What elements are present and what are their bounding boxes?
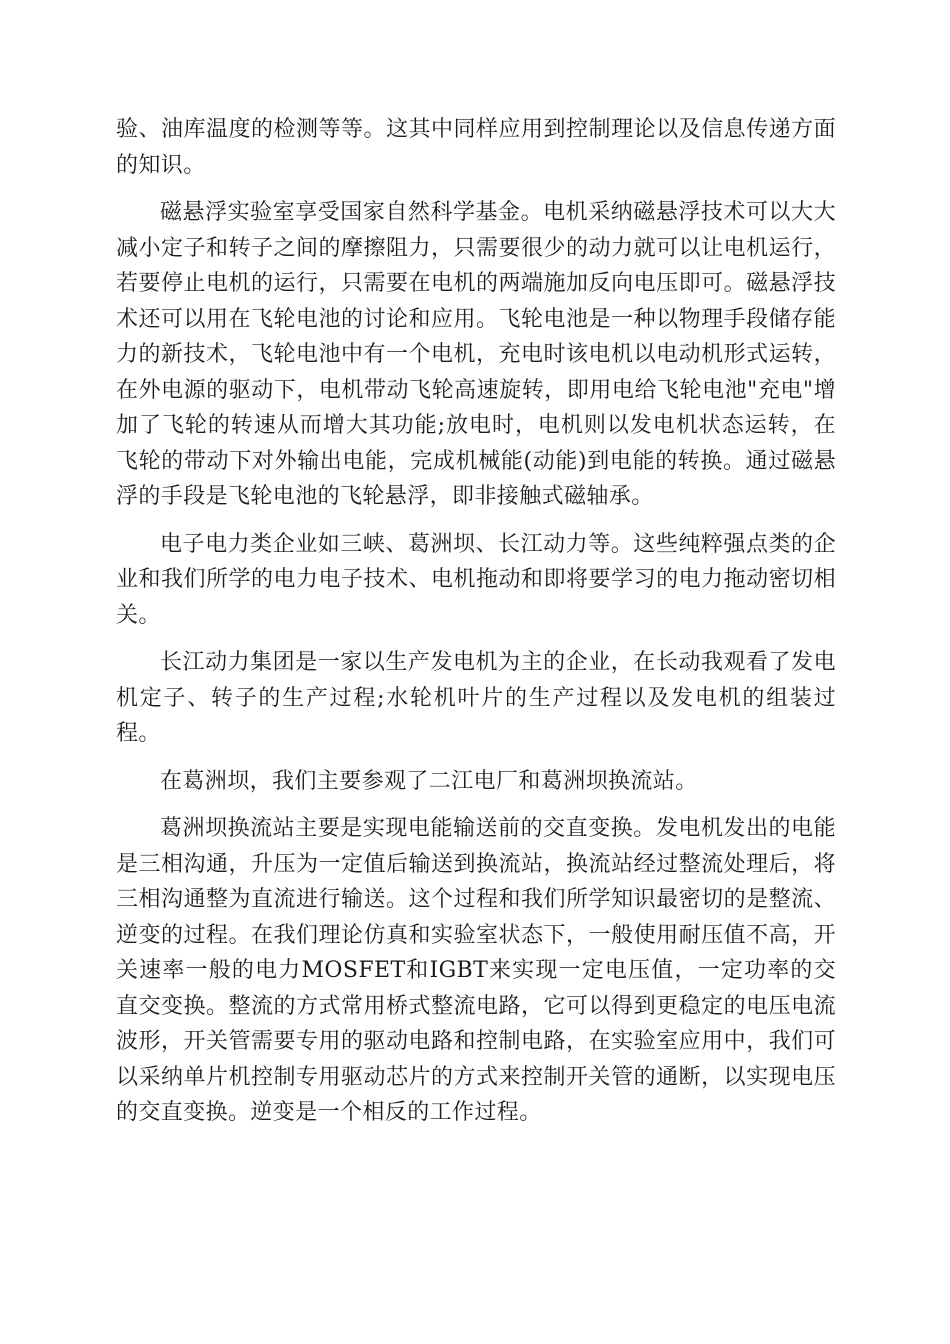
paragraph-6: 葛洲坝换流站主要是实现电能输送前的交直变换。发电机发出的电能是三相沟通，升压为一定值后输送到换流站，换流站经过整流处理后，将三相沟通整为直流进行输送。这个过程和我们所学知识最密切的是整流、逆变的过程。在我们理论仿真和实验室状态下，一般使用耐压值不高，开关速率一般的电力MOSFET和IGBT来实现一定电压值，一定功率的交直交变换。整流的方式常用桥式整流电路，它可以得到更稳定的电压电流波形，开关管需要专用的驱动电路和控制电路，在实验室应用中，我们可以采纳单片机控制专用驱动芯片的方式来控制开关管的通断，以实现电压的交直变换。逆变是一个相反的工作过程。 bbox=[116, 816, 836, 1125]
paragraph-3: 电子电力类企业如三峡、葛洲坝、长江动力等。这些纯粹强点类的企业和我们所学的电力电子技术、电机拖动和即将要学习的电力拖动密切相关。 bbox=[116, 531, 836, 628]
paragraph-1: 验、油库温度的检测等等。这其中同样应用到控制理论以及信息传递方面的知识。 bbox=[116, 117, 836, 178]
document-body bbox=[116, 112, 836, 1143]
paragraph-4: 长江动力集团是一家以生产发电机为主的企业，在长动我观看了发电机定子、转子的生产过程;水轮机叶片的生产过程以及发电机的组装过程。 bbox=[116, 650, 836, 746]
paragraph-2: 磁悬浮实验室享受国家自然科学基金。电机采纳磁悬浮技术可以大大减小定子和转子之间的摩擦阻力，只需要很少的动力就可以让电机运行，若要停止电机的运行，只需要在电机的两端施加反向电压即可。磁悬浮技术还可以用在飞轮电池的讨论和应用。飞轮电池是一种以物理手段储存能力的新技术，飞轮电池中有一个电机，充电时该电机以电动机形式运转，在外电源的驱动下，电机带动飞轮高速旋转，即用电给飞轮电池"充电"增加了飞轮的转速从而增大其功能;放电时，电机则以发电机状态运转，在飞轮的带动下对外输出电能，完成机械能(动能)到电能的转换。通过磁悬浮的手段是飞轮电池的飞轮悬浮，即非接触式磁轴承。 bbox=[116, 200, 836, 509]
paragraph-5: 在葛洲坝，我们主要参观了二江电厂和葛洲坝换流站。 bbox=[160, 768, 698, 794]
